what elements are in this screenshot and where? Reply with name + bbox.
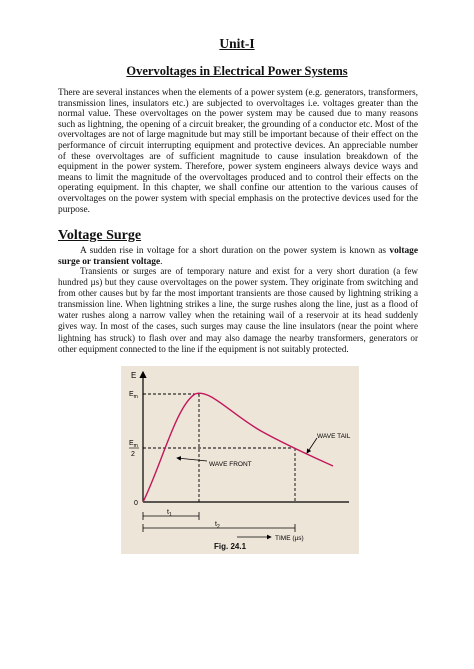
intro-paragraph: There are several instances when the elements of a power system (e.g. generators, transformers, transmission lines, insulators etc.) are subjected to overvoltages i.e. voltages greater than the normal value. These overvoltages on the power system may be caused due to many reasons such as lightning, the opening of a circuit breaker, the grounding of a conductor etc. Most of the overvoltages are not of large magnitude but may still be important because of their effect on the performance of circuit interrupting equipment and protective devices. An appreciable number of these overvoltages are of sufficient magnitude to cause insulation breakdown of the equipment in the power system. Therefore, power system engineers always device ways and means to limit the magnitude of the overvoltages produced and to control their effects on the operating equipment. In this chapter, we shall confine our attention to the various causes of overvoltages on the power system with special emphasis on the protective devices used for the purpose. bbox=[58, 88, 418, 215]
t1-label: $t_1$ bbox=[167, 509, 172, 518]
wave-tail-label: WAVE TAIL bbox=[317, 433, 351, 440]
wave-tail-arrow bbox=[307, 438, 317, 453]
t2-label: $t_2$ bbox=[215, 521, 220, 530]
em-label: $E_m$ bbox=[129, 391, 138, 400]
section-title: Overvoltages in Electrical Power Systems bbox=[126, 64, 348, 78]
wave-front-arrow bbox=[177, 458, 207, 461]
definition-paragraph bbox=[58, 246, 418, 268]
surge-paragraph bbox=[58, 266, 418, 355]
definition-end: . bbox=[160, 257, 163, 267]
waveform-diagram bbox=[121, 366, 359, 554]
surge-paragraph-text: Transients or surges are of temporary nature and exist for a very short duration (a few hundred µs) but they cause overvoltages on the power system. They originate from switching and from other causes but by far the most important transients are those caused by lightning striking a transmission line. When lightning strikes a line, the surge rushes along the line, just as a flood of water rushes along a narrow valley when the retaining wail of a reservoir at its head suddenly gives way. In most of the cases, such surges may cause the line insulators (near the point where lightning has struck) to flash over and may also damage the nearby transformers, generators or other equipment connected to the line if the equipment is not suitably protected. bbox=[58, 266, 418, 354]
time-axis-label: TIME (µs) bbox=[275, 535, 304, 542]
half-em-denominator: 2 bbox=[131, 451, 135, 458]
wave-front-label: WAVE FRONT bbox=[209, 461, 252, 468]
unit-title: Unit-I bbox=[219, 36, 255, 51]
definition-bold: voltage surge or transient voltage bbox=[58, 246, 419, 267]
definition-text: A sudden rise in voltage for a short duration on the power system is known as bbox=[80, 246, 387, 256]
figure-caption: Fig. 24.1 bbox=[214, 542, 247, 551]
origin-label: 0 bbox=[134, 500, 138, 507]
voltage-surge-heading: Voltage Surge bbox=[58, 228, 142, 243]
half-em-label: $E_m$ bbox=[129, 440, 138, 449]
surge-waveform-figure bbox=[121, 366, 359, 554]
y-axis-label: E bbox=[131, 371, 137, 380]
